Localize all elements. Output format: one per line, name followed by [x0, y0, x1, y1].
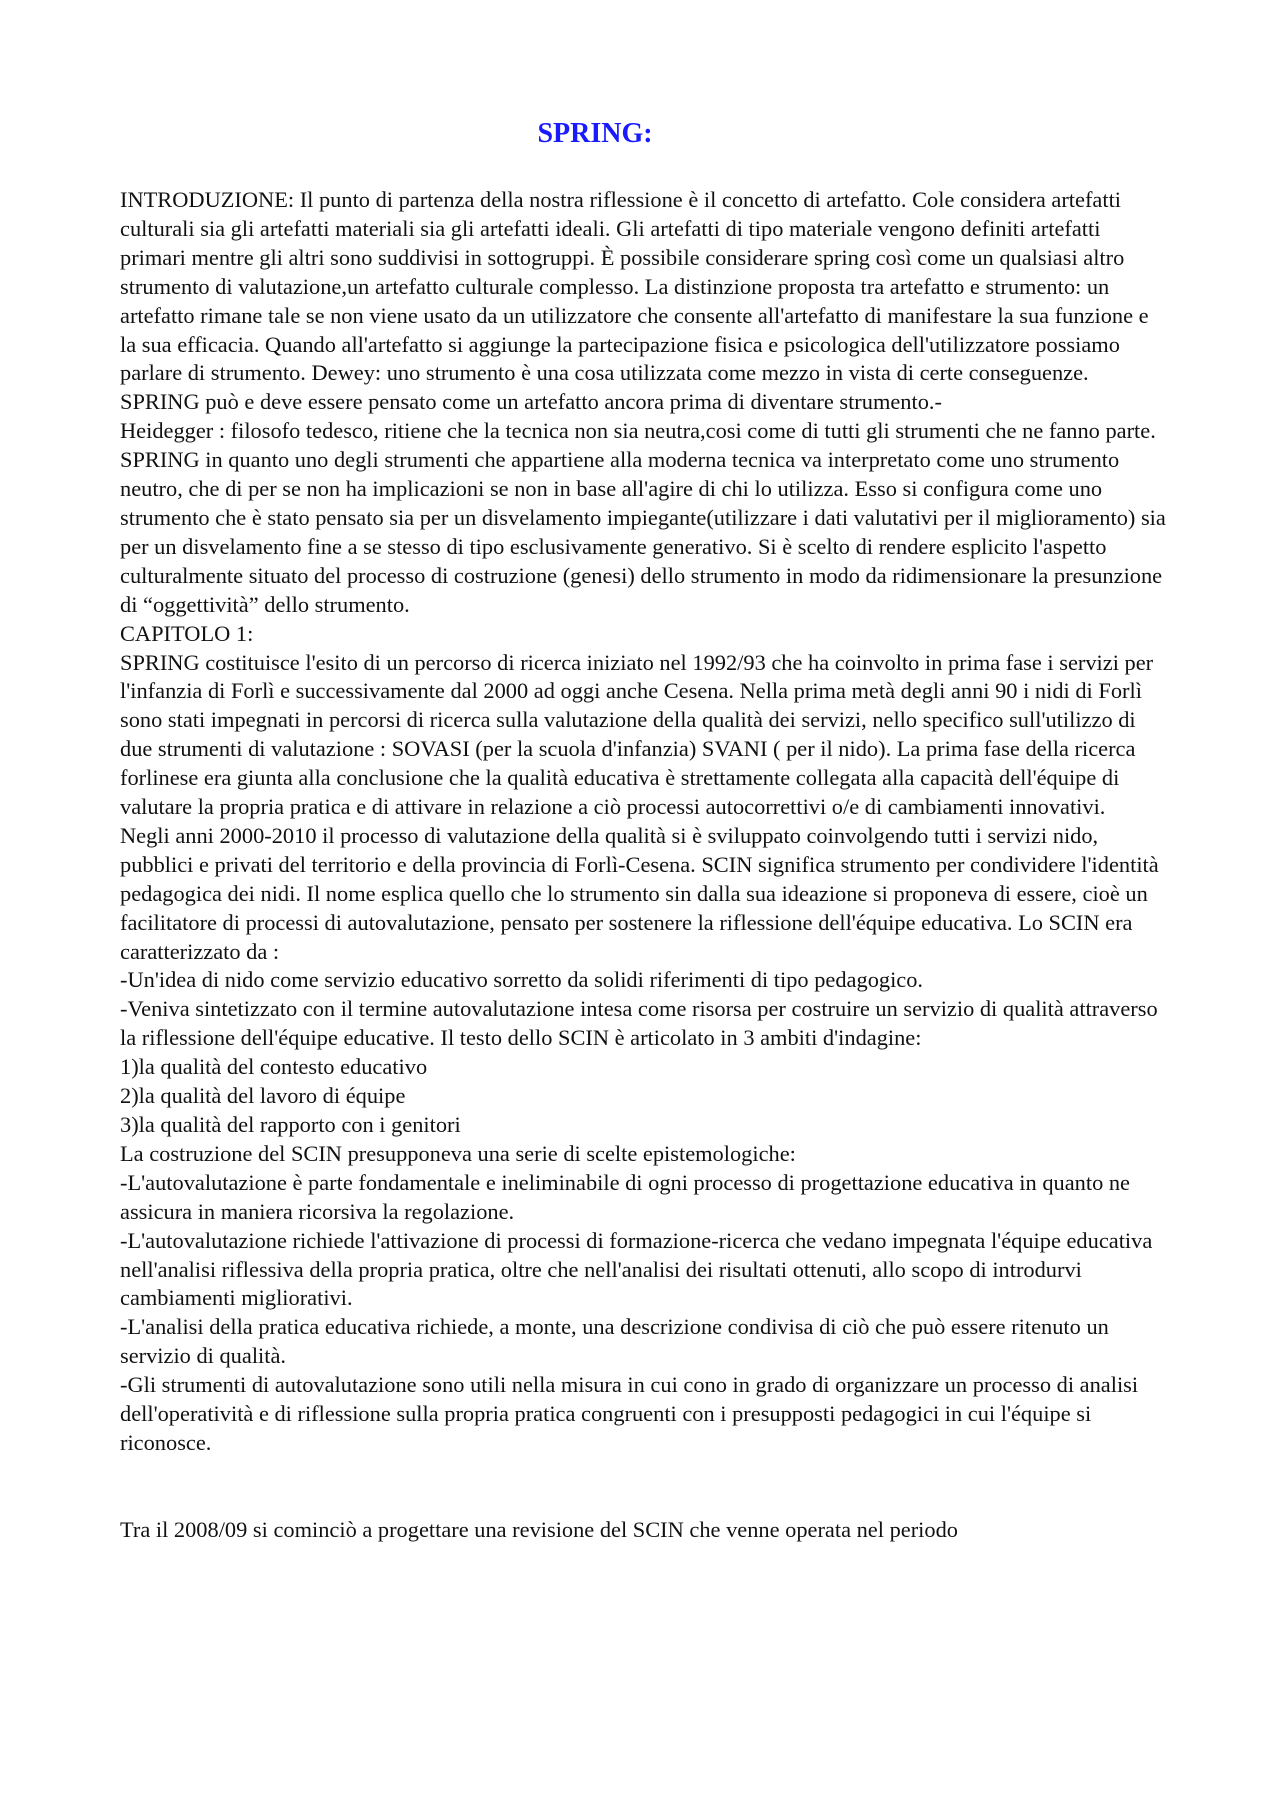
paragraph-spring-ricerca: SPRING costituisce l'esito di un percorso di ricerca iniziato nel 1992/93 che ha coinvolto in prima fase i servizi per l'infanzia di Forlì e successivamente dal 2000 ad oggi anche Cesena. Nella prima metà degli anni 90 i nidi di Forlì sono stati impegnati in percorsi di ricerca sulla valutazione della qualità dei servizi, nello specifico sull'utilizzo di due strumenti di valutazione : SOVASI (per la scuola d'infanzia) SVANI ( per il nido). La prima fase della ricerca forlinese era giunta alla conclusione che la qualità educativa è strettamente collegata alla capacità dell'équipe di valutare la propria pratica e di attivare in relazione a ciò processi autocorrettivi o/e di cambiamenti innovativi. [120, 649, 1154, 820]
paragraph-spacer [120, 1458, 1170, 1516]
paragraph-costruzione-scin: La costruzione del SCIN presupponeva una serie di scelte epistemologiche: [120, 1140, 796, 1166]
list-item: -Gli strumenti di autovalutazione sono utili nella misura in cui cono in grado di organizzare un processo di analisi dell'operatività e di riflessione sulla propria pratica congruenti con i presupposti pedagogici in cui l'équipe si riconosce. [120, 1372, 1139, 1455]
list-item: 2)la qualità del lavoro di équipe [120, 1083, 406, 1109]
document-title: SPRING: [537, 118, 653, 149]
list-item: -L'autovalutazione richiede l'attivazione di processi di formazione-ricerca che vedano impegnata l'équipe educativa nell'analisi riflessiva della propria pratica, oltre che nell'analisi dei risultati ottenuti, allo scopo di introdurvi cambiamenti migliorativi. [120, 1227, 1153, 1311]
list-item: -L'analisi della pratica educativa richiede, a monte, una descrizione condivisa di ciò che può essere ritenuto un servizio di qualità. [120, 1314, 1109, 1369]
list-item: -L'autovalutazione è parte fondamentale e ineliminabile di ogni processo di progettazione educativa in quanto ne assicura in maniera ricorsiva la regolazione. [120, 1169, 1130, 1224]
chapter-heading: CAPITOLO 1: [120, 620, 254, 646]
document-body [120, 186, 1170, 1545]
list-item: -Veniva sintetizzato con il termine autovalutazione intesa come risorsa per costruire un servizio di qualità attraverso la riflessione dell'équipe educative. Il testo dello SCIN è articolato in 3 ambiti d'indagine: [120, 996, 1158, 1051]
paragraph-introduzione: INTRODUZIONE: Il punto di partenza della nostra riflessione è il concetto di artefatto. Cole considera artefatti culturali sia gli artefatti materiali sia gli artefatti ideali. Gli artefatti di tipo materiale vengono definiti artefatti primari mentre gli altri sono suddivisi in sottogruppi. È possibile considerare spring così come un qualsiasi altro strumento di valutazione,un artefatto culturale complesso. La distinzione proposta tra artefatto e strumento: un artefatto rimane tale se non viene usato da un utilizzatore che consente all'artefatto di manifestare la sua funzione e la sua efficacia. Quando all'artefatto si aggiunge la partecipazione fisica e psicologica dell'utilizzatore possiamo parlare di strumento. Dewey: uno strumento è una cosa utilizzata come mezzo in vista di certe conseguenze. [120, 187, 1149, 386]
list-item: 3)la qualità del rapporto con i genitori [120, 1112, 461, 1137]
list-item: -Un'idea di nido come servizio educativo sorretto da solidi riferimenti di tipo pedagogico. [120, 967, 924, 993]
paragraph-negli-anni: Negli anni 2000-2010 il processo di valutazione della qualità si è sviluppato coinvolgendo tutti i servizi nido, pubblici e privati del territorio e della provincia di Forlì-Cesena. SCIN significa strumento per condividere l'identità pedagogica dei nidi. Il nome esplica quello che lo strumento sin dalla sua ideazione si proponeva di essere, cioè un facilitatore di processi di autovalutazione, pensato per sostenere la riflessione dell'équipe educativa. Lo SCIN era caratterizzato da : [120, 822, 1159, 964]
paragraph-closing: Tra il 2008/09 si cominciò a progettare una revisione del SCIN che venne operata nel periodo [120, 1516, 958, 1542]
paragraph-heidegger: Heidegger : filosofo tedesco, ritiene che la tecnica non sia neutra,cosi come di tutti gli strumenti che ne fanno parte. SPRING in quanto uno degli strumenti che appartiene alla moderna tecnica va interpretato come uno strumento neutro, che di per se non ha implicazioni se non in base all'agire di chi lo utilizza. Esso si configura come uno strumento che è stato pensato sia per un disvelamento impiegante(utilizzare i dati valutativi per il miglioramento) sia per un disvelamento fine a se stesso di tipo esclusivamente generativo. Si è scelto di rendere esplicito l'aspetto culturalmente situato del processo di costruzione (genesi) dello strumento in modo da ridimensionare la presunzione di “oggettività” dello strumento. [120, 418, 1166, 617]
paragraph-spring-artefatto: SPRING può e deve essere pensato come un artefatto ancora prima di diventare strumento.- [120, 389, 942, 415]
list-item: 1)la qualità del contesto educativo [120, 1054, 428, 1080]
